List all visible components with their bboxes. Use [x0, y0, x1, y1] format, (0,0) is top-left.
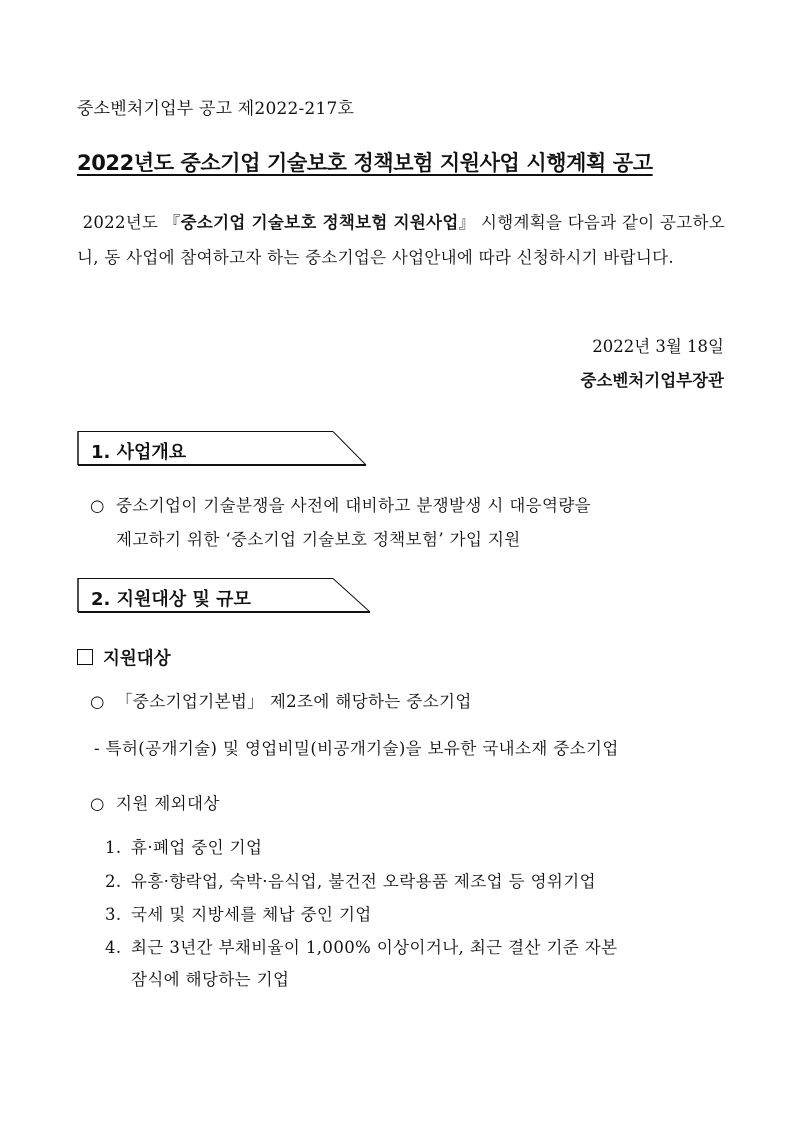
notice-number: 중소벤처기업부 공고 제2022-217호 [77, 99, 355, 119]
overview-line-1 [90, 489, 730, 523]
overview-text-1: 중소기업이 기술분쟁을 사전에 대비하고 분쟁발생 시 대응역량을 [116, 496, 592, 515]
notice-date: 2022년 3월 18일 [592, 337, 724, 356]
square-bullet-icon [77, 649, 93, 665]
target-subheading [77, 645, 171, 670]
exclusion-heading-text: 지원 제외대상 [116, 794, 220, 813]
exclusion-heading [90, 790, 220, 814]
section-heading-overview [77, 431, 377, 467]
intro-program-name: 중소기업 기술보호 정책보험 지원사업 [180, 213, 459, 232]
section-heading-label: 1. 사업개요 [91, 442, 187, 463]
target-subheading-label: 지원대상 [103, 649, 171, 669]
overview-line-2: 제고하기 위한 ‘중소기업 기술보호 정책보험’ 가입 지원 [116, 530, 521, 549]
exclusion-item [105, 901, 730, 925]
exclusion-item [105, 934, 730, 990]
intro-paragraph [77, 205, 725, 275]
section-heading-label: 2. 지원대상 및 규모 [91, 589, 251, 610]
overview-bullet [90, 489, 730, 557]
circle-bullet-icon: ○ [90, 692, 105, 711]
exclusion-item [105, 834, 730, 858]
intro-prefix: 2022년도 『 [82, 213, 181, 232]
exclusion-text: 휴·폐업 중인 기업 [131, 838, 263, 857]
exclusion-number: 3. [105, 905, 122, 924]
exclusion-text: 국세 및 지방세를 체납 중인 기업 [131, 905, 372, 924]
exclusion-text-continued: 잠식에 해당하는 기업 [131, 970, 290, 989]
exclusion-text: 유흥·향락업, 숙박·음식업, 불건전 오락용품 제조업 등 영위기업 [131, 872, 596, 891]
section-heading-eligibility [77, 578, 377, 614]
exclusion-number: 2. [105, 872, 122, 891]
document-title: 2022년도 중소기업 기술보호 정책보험 지원사업 시행계획 공고 [77, 151, 653, 175]
circle-bullet-icon: ○ [90, 496, 105, 515]
target-sub-item: - 특허(공개기술) 및 영업비밀(비공개기술)을 보유한 국내소재 중소기업 [94, 739, 619, 758]
exclusion-number: 4. [105, 938, 122, 957]
exclusion-text: 최근 3년간 부채비율이 1,000% 이상이거나, 최근 결산 기준 자본 [131, 938, 618, 957]
exclusion-number: 1. [105, 838, 122, 857]
exclusion-item [105, 868, 730, 892]
circle-bullet-icon: ○ [90, 794, 105, 813]
target-item [90, 688, 472, 712]
target-item-text: 「중소기업기본법」 제2조에 해당하는 중소기업 [116, 692, 472, 711]
issuer-title: 중소벤처기업부장관 [580, 371, 724, 390]
intro-suffix: 』 시행계획을 다음과 같이 공고하오니, 동 사업에 참여하고자 하는 중소기업은 사업안내에 따라 신청하시기 바랍니다. [77, 213, 726, 267]
